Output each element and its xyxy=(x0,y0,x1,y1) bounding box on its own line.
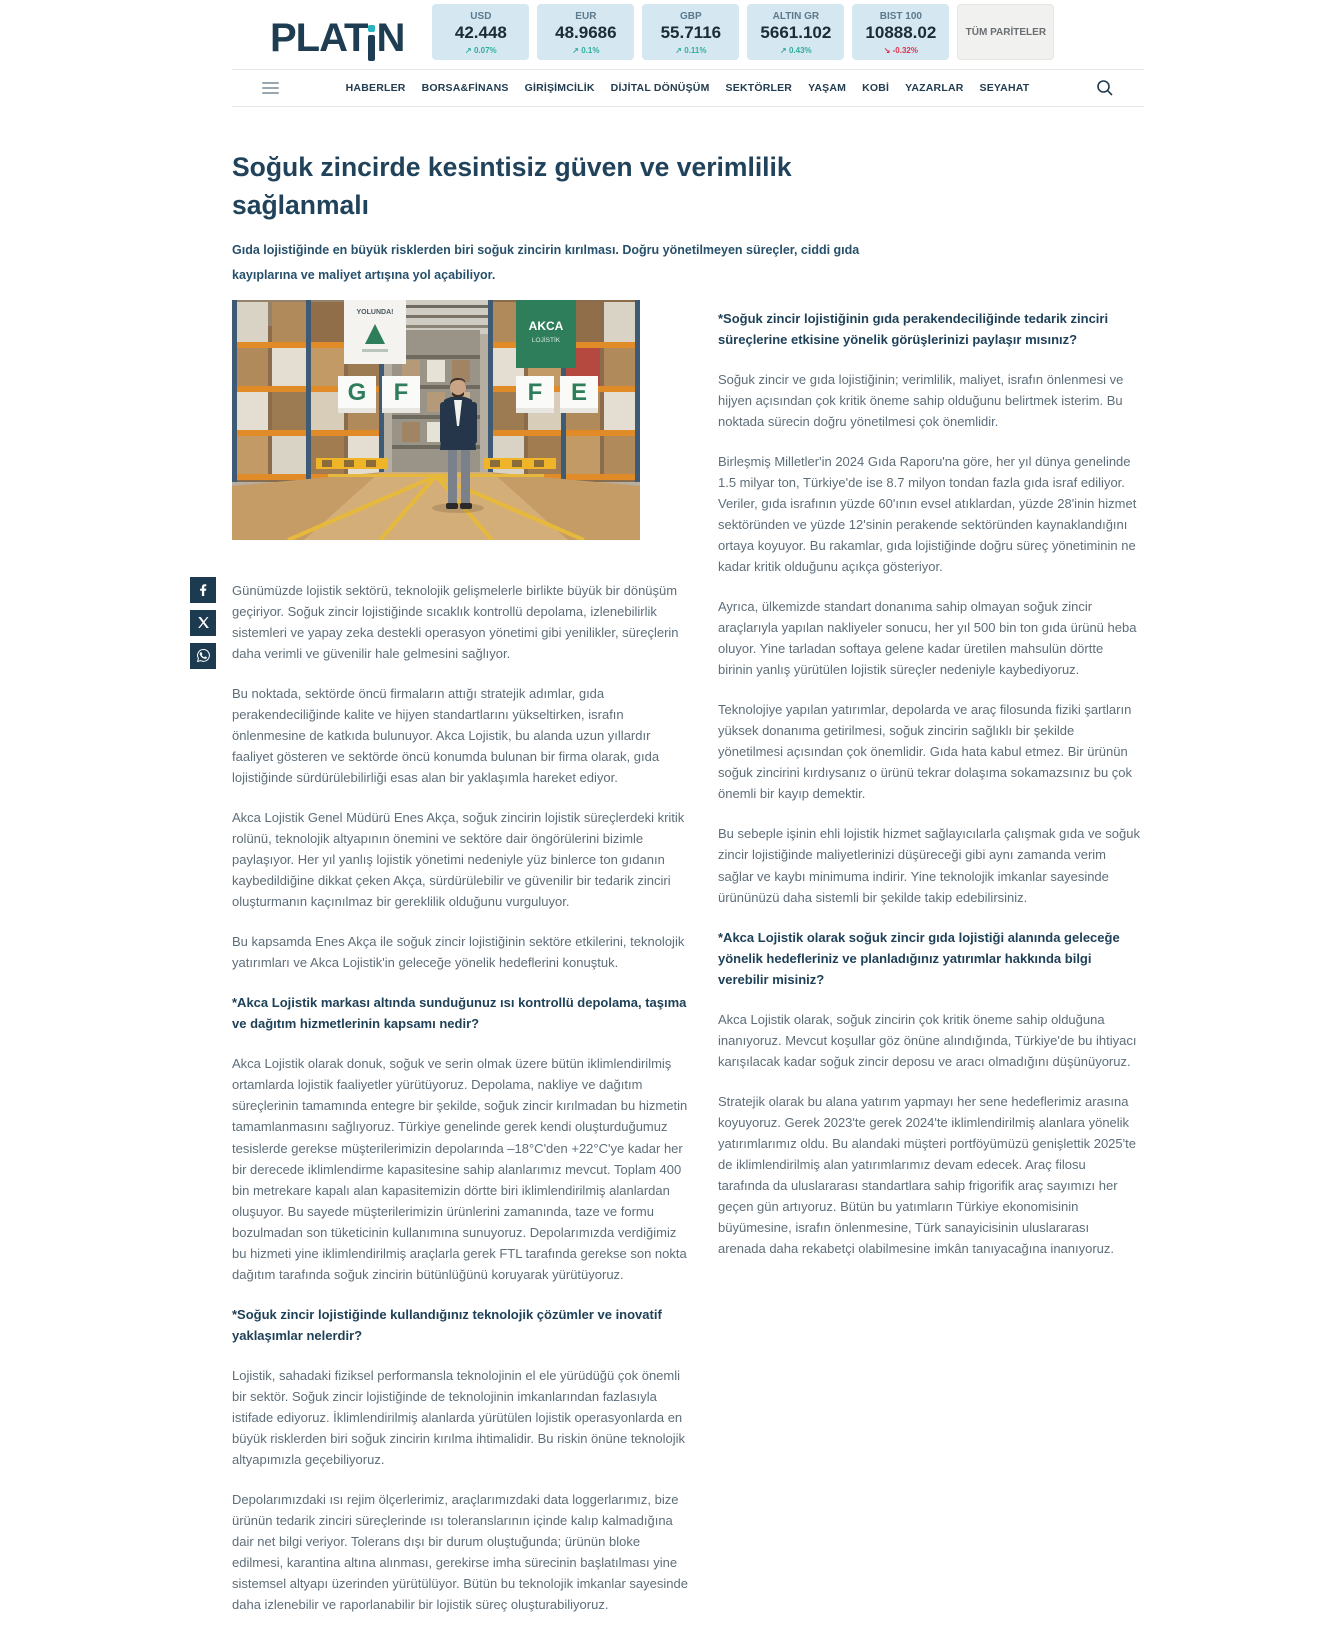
article-left-column xyxy=(232,300,690,1634)
article-paragraph: Lojistik, sahadaki fiziksel performansla teknolojinin el ele yürüdüğü çok önemli bir sektör. Soğuk zincir lojistiğinde de teknolojinin imkanlarından fazlasıyla istifade ediyoruz. İklimlendirilmiş alanlarda yürütülen lojistik operasyonlarda en büyük risklerden biri soğuk zincirin kırılma ihtimalidir. Bu riskin önüne teknolojik altyapımızla geçebiliyoruz. xyxy=(232,1365,690,1470)
ticker-gbp[interactable] xyxy=(642,4,739,60)
nav-menu xyxy=(279,82,1096,94)
article-paragraph: Stratejik olarak bu alana yatırım yapmayı her sene hedeflerimiz arasına koyuyoruz. Gerek 2023'te gerek 2024'te iklimlendirilmiş alanlara yönelik yatırımlarımız oldu. Bu alandaki müşteri portföyümüzü genişlettik 2025'te de iklimlendirilmiş alan yatırımlarımız devam edecek. Araç filosu tarafında da uluslararası standartlara sahip frigorifik araç sayımızı her geçen gün artıyoruz. Bütün bu yatımların Türkiye ekonomisinin büyümesine, israfın önlenmesine, Türk sanayicisinin uluslararası arenada daha rekabetçi olabilmesine imkân tanıyacağına inanıyoruz. xyxy=(718,1091,1140,1259)
article-paragraph: Bu noktada, sektörde öncü firmaların attığı stratejik adımlar, gıda perakendeciliğinde kalite ve hijyen standartlarını yükseltirken, israfın önlenmesine de katkıda bulunuyor. Akca Lojistik, bu alanda uzun yıllardır faaliyet gösteren ve sektörde öncü konumda bulunan bir firma olarak, gıda lojistiğinde sürdürülebilirliği esas alan bir yaklaşımla hareket ediyor. xyxy=(232,683,690,788)
hamburger-menu-icon[interactable] xyxy=(262,79,279,97)
article-right-column xyxy=(718,300,1140,1634)
logo-i-glyph xyxy=(368,25,375,61)
article-columns xyxy=(232,300,1144,1634)
ticker-value: 5661.102 xyxy=(747,23,844,43)
nav-item-kobi-[interactable]: KOBİ xyxy=(862,82,889,94)
article-image xyxy=(232,300,640,540)
page xyxy=(232,0,1144,1634)
ticker-altin-gr[interactable] xyxy=(747,4,844,60)
x-twitter-share-icon[interactable] xyxy=(190,610,216,636)
all-parities-button[interactable]: TÜM PARİTELER xyxy=(957,4,1054,60)
interview-question: *Akca Lojistik markası altında sunduğunuz ısı kontrollü depolama, taşıma ve dağıtım hizmetlerinin kapsamı nedir? xyxy=(232,992,690,1034)
ticker-label: BIST 100 xyxy=(852,11,949,22)
article-paragraph: Akca Lojistik olarak, soğuk zincirin çok kritik öneme sahip olduğuna inanıyoruz. Mevcut koşullar göz önüne alındığında, Türkiye'de bu ihtiyacı karışılacak kadar soğuk zincir deposu ve aracı olmadığını düşünüyoruz. xyxy=(718,1009,1140,1072)
article-paragraph: Teknolojiye yapılan yatırımlar, depolarda ve araç filosunda fiziki şartların yüksek donanıma getirilmesi, soğuk zincirin sağlıklı bir şekilde yönetilmesi açısından çok önemlidir. Gıda hata kabul etmez. Bir ürünün soğuk zincirini kırdıysanız o ürünü tekrar dolaşıma sokamazsınız bu çok önemli bir kayıp demektir. xyxy=(718,699,1140,804)
interview-question: *Akca Lojistik olarak soğuk zincir gıda lojistiği alanında geleceğe yönelik hedefleriniz ve planladığınız yatırımlar hakkında bilgi verebilir misiniz? xyxy=(718,927,1140,990)
article-paragraph: Birleşmiş Milletler'in 2024 Gıda Raporu'na göre, her yıl dünya genelinde 1.5 milyar ton, Türkiye'de ise 8.7 milyon tondan fazla gıda israf ediliyor. Veriler, gıda israfının yüzde 60'ının evsel atıklardan, yüzde 28'inin hizmet sektöründen ve yüzde 12'sinin perakende sektöründen kaynaklandığını ortaya koyuyor. Bu rakamlar, gıda lojistiğinde doğru süreç yönetiminin ne kadar kritik olduğunu açıkça gösteriyor. xyxy=(718,451,1140,577)
article-paragraph: Bu sebeple işinin ehli lojistik hizmet sağlayıcılarla çalışmak gıda ve soğuk zincir lojistiğinde maliyetlerinizi düşüreceği gibi aynı zamanda verim sağlar ve kaybı minimuma indirir. Yine teknolojik imkanlar sayesinde ürününüzü daha sistemli bir şekilde takip edebilirsiniz. xyxy=(718,823,1140,907)
nav-item-seyahat[interactable]: SEYAHAT xyxy=(980,82,1030,94)
logo-text-left: PLAT xyxy=(270,16,367,61)
main-navbar xyxy=(232,69,1144,107)
article-paragraph: Akca Lojistik olarak donuk, soğuk ve serin olmak üzere bütün iklimlendirilmiş ortamlarda lojistik faaliyetler yürütüyoruz. Depolama, nakliye ve dağıtım süreçlerinin tamamında entegre bir şekilde, soğuk zincir kırılmadan bu hizmetin tamamlanmasını sağlıyoruz. Türkiye genelinde gerek kendi oluşturduğumuz tesislerde gerekse müşterilerimizin depolarında –18°C'den +22°C'ye kadar her bir derecede iklimlendirme kapasitesine sahip alanlarımız mevcut. Toplam 400 bin metrekare kapalı alan kapasitemizin dörtte biri iklimlendirilmiş alanlardan oluşuyor. Bu sayede müşterilerimizin ürünlerini zamanında, taze ve formu bozulmadan son tüketicinin kullanımına sunuyoruz. Depolarımızda verdiğimiz bu hizmeti yine iklimlendirilmiş araçlarla gerek FTL tarafında gerekse son nokta dağıtım tarafında soğuk zincirin bütünlüğünü koruyarak yürütüyoruz. xyxy=(232,1053,690,1285)
ticker-label: ALTIN GR xyxy=(747,11,844,22)
nav-item-yazarlar[interactable]: YAZARLAR xyxy=(905,82,963,94)
ticker-label: USD xyxy=(432,11,529,22)
whatsapp-share-icon[interactable] xyxy=(190,643,216,669)
left-column-paragraphs xyxy=(232,580,690,1616)
ticker-change: ↗ 0.07% xyxy=(432,46,529,55)
nav-item-gi-ri-i-mci-li-k[interactable]: GİRİŞİMCİLİK xyxy=(525,82,595,94)
nav-item-ya-am[interactable]: YAŞAM xyxy=(808,82,846,94)
article-paragraph: Ayrıca, ülkemizde standart donanıma sahip olmayan soğuk zincir araçlarıyla yapılan nakliyeler sonucu, her yıl 500 bin ton gıda ürünü heba oluyor. Yine tarladan softaya gelene kadar üretilen mahsulün dörtte birinin yanlış yürütülen lojistik süreçler nedeniyle kaybediyoruz. xyxy=(718,596,1140,680)
currency-ticker-strip xyxy=(432,4,949,60)
ticker-label: GBP xyxy=(642,11,739,22)
nav-item-haberler[interactable]: HABERLER xyxy=(346,82,406,94)
facebook-share-icon[interactable] xyxy=(190,577,216,603)
banner-small-text: YOLUNDA! xyxy=(357,309,394,316)
logo-i-stem xyxy=(368,35,375,61)
ticker-change: ↗ 0.43% xyxy=(747,46,844,55)
ticker-value: 10888.02 xyxy=(852,23,949,43)
ticker-value: 42.448 xyxy=(432,23,529,43)
article-paragraph: Günümüzde lojistik sektörü, teknolojik gelişmelerle birlikte büyük bir dönüşüm geçiriyor. Soğuk zincir lojistiğinde sıcaklık kontrollü depolama, izlenebilirlik sistemleri ve yapay zeka destekli operasyon yönetimi gibi yenilikler, süreçlerin daha verimli ve güvenilir hale gelmesini sağlıyor. xyxy=(232,580,690,664)
article-paragraph: Bu kapsamda Enes Akça ile soğuk zincir lojistiğinin sektöre etkilerini, teknolojik yatırımları ve Akca Lojistik'in geleceğe yönelik hedeflerini konuştuk. xyxy=(232,931,690,973)
green-banner xyxy=(516,300,576,368)
nav-item-di-ji-tal-d-n-m[interactable]: DİJİTAL DÖNÜŞÜM xyxy=(611,82,710,94)
interview-question: *Soğuk zincir lojistiğinde kullandığınız teknolojik çözümler ve inovatif yaklaşımlar nelerdir? xyxy=(232,1304,690,1346)
svg-text:E: E xyxy=(571,379,587,406)
search-icon[interactable] xyxy=(1096,79,1114,97)
ticker-change: ↘ -0.32% xyxy=(852,46,949,55)
svg-text:F: F xyxy=(528,379,543,406)
article-paragraph: Akca Lojistik Genel Müdürü Enes Akça, soğuk zincirin lojistik süreçlerdeki kritik rolünü, teknolojik altyapının önemini ve sektöre dair öngörülerini bizimle paylaşıyor. Her yıl yanlış lojistik yönetimi nedeniyle yüz binlerce ton gıdanın kaybedildiğine dikkat çeken Akça, sürdürülebilir ve güvenilir bir tedarik zinciri oluşturmanın kaçınılmaz bir gereklilik olduğunu vurguluyor. xyxy=(232,807,690,912)
ticker-change: ↗ 0.11% xyxy=(642,46,739,55)
banner-green-text1: AKCA xyxy=(529,319,564,333)
ticker-change: ↗ 0.1% xyxy=(537,46,634,55)
white-banner xyxy=(344,300,406,364)
svg-text:F: F xyxy=(394,379,409,406)
svg-text:G: G xyxy=(348,379,367,406)
site-header xyxy=(232,0,1144,61)
interview-question: *Soğuk zincir lojistiğinin gıda perakendeciliğinde tedarik zinciri süreçlerine etkisine yönelik görüşlerinizi paylaşır mısınız? xyxy=(718,308,1140,350)
nav-item-sekt-rler[interactable]: SEKTÖRLER xyxy=(726,82,793,94)
logo-text-right: N xyxy=(376,16,404,61)
nav-item-borsa-fi-nans[interactable]: BORSA&FİNANS xyxy=(422,82,509,94)
ticker-value: 48.9686 xyxy=(537,23,634,43)
ticker-label: EUR xyxy=(537,11,634,22)
article-paragraph: Soğuk zincir ve gıda lojistiğinin; verimlilik, maliyet, israfın önlenmesi ve hijyen açısından çok kritik öneme sahip olduğunu belirtmek isterim. Bu noktada sürecin doğru yönetilmesi çok önemlidir. xyxy=(718,369,1140,432)
ticker-bist-100[interactable] xyxy=(852,4,949,60)
article-title: Soğuk zincirde kesintisiz güven ve verimlilik sağlanmalı xyxy=(232,149,812,224)
site-logo[interactable] xyxy=(270,16,404,61)
article-paragraph: Depolarımızdaki ısı rejim ölçerlerimiz, araçlarımızdaki data loggerlarımız, bize ürünün tedarik zinciri süreçlerinde ısı toleranslarının içinde kalıp kalmadığına dair net bilgi veriyor. Tolerans dışı bir durum oluştuğunda; ürünün bloke edilmesi, karantina altına alınması, gerekirse imha sürecinin başlatılması yine sistemsel altyapı üzerinden yürütülüyor. Bütün bu teknolojik imkanlar sayesinde daha izlenebilir ve raporlanabilir bir lojistik süreç oluşturabiliyoruz. xyxy=(232,1489,690,1615)
ticker-usd[interactable] xyxy=(432,4,529,60)
share-rail xyxy=(190,577,216,669)
banner-green-text2: LOJİSTİK xyxy=(532,335,561,344)
ticker-eur[interactable] xyxy=(537,4,634,60)
article-lead: Gıda lojistiğinde en büyük risklerden biri soğuk zincirin kırılması. Doğru yönetilmeyen süreçler, ciddi gıda kayıplarına ve maliyet artışına yol açabiliyor. xyxy=(232,238,860,287)
logo-i-dot xyxy=(368,25,375,32)
ticker-value: 55.7116 xyxy=(642,23,739,43)
